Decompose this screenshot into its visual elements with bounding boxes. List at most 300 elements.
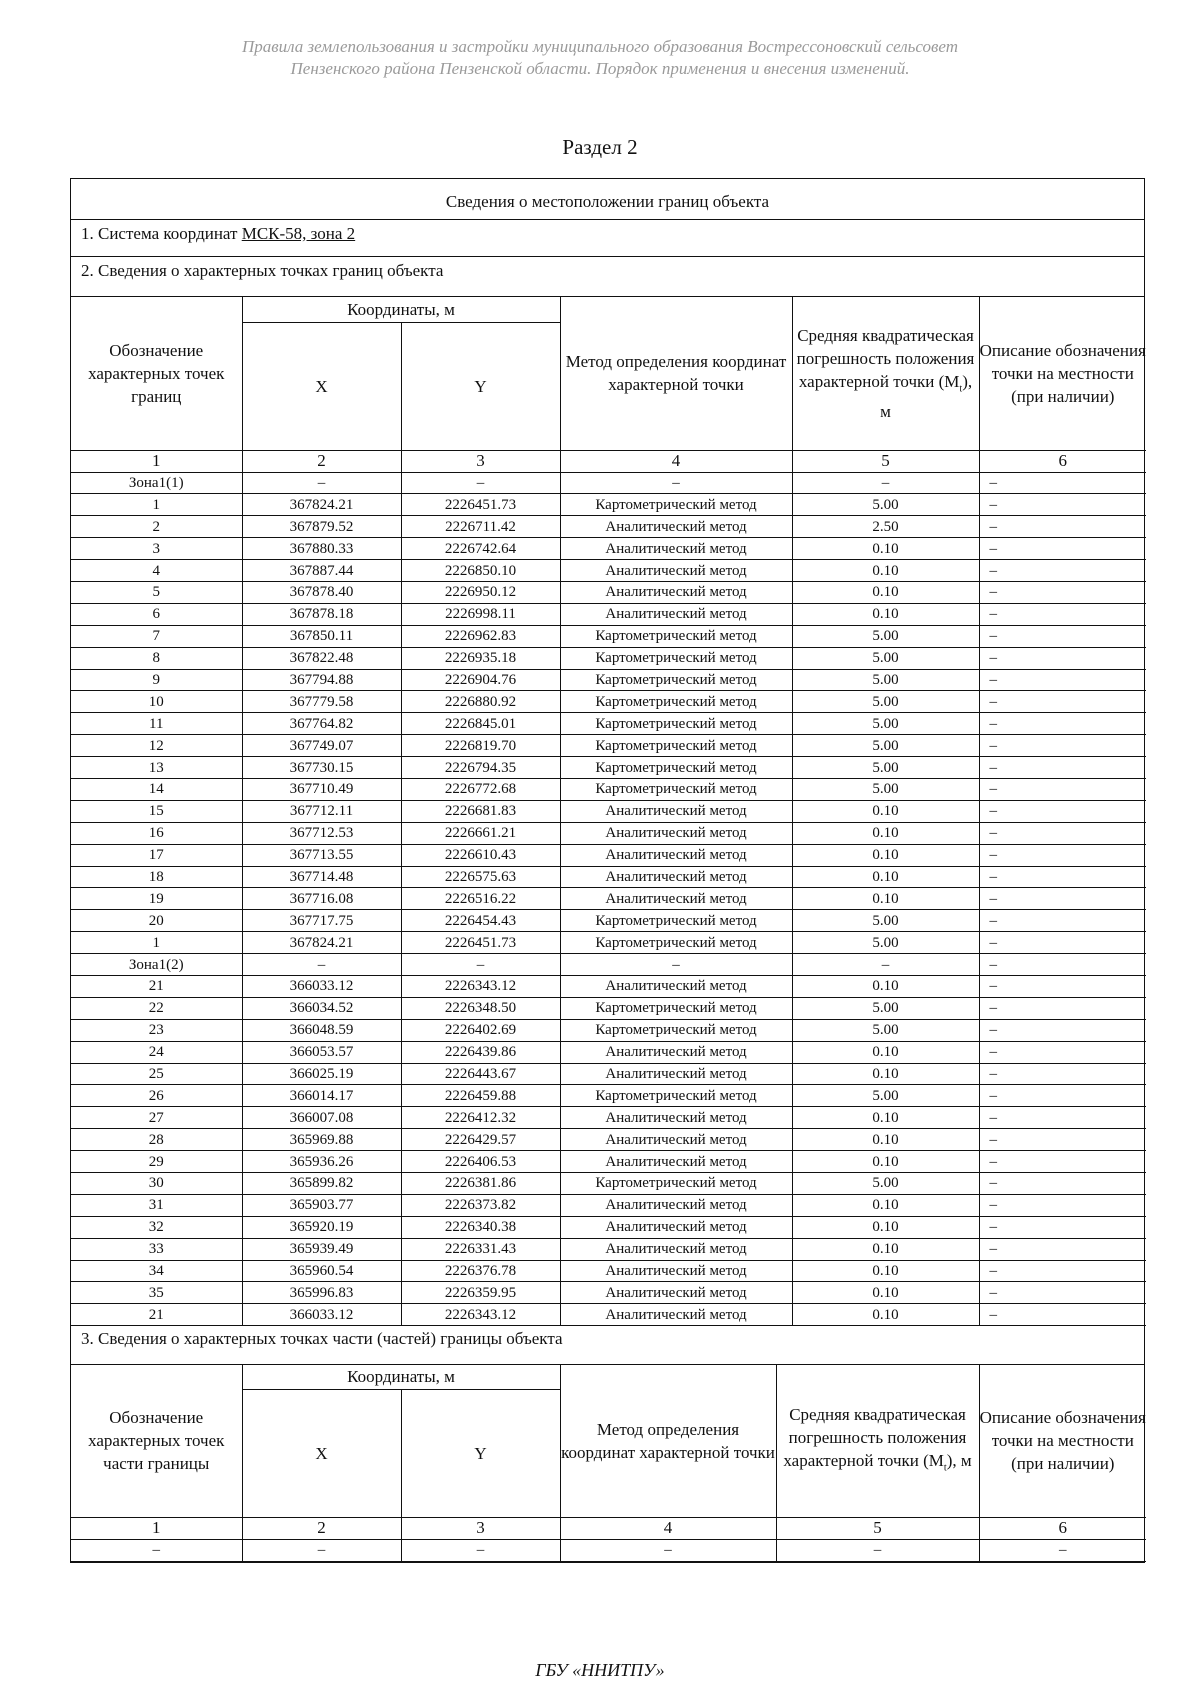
method-cell: Аналитический метод bbox=[560, 1041, 792, 1063]
description-cell: – bbox=[979, 1063, 1146, 1085]
error-cell: – bbox=[776, 1539, 979, 1561]
method-cell: Картометрический метод bbox=[560, 1019, 792, 1041]
x-cell: 365960.54 bbox=[242, 1260, 401, 1282]
description-cell: – bbox=[979, 1282, 1146, 1304]
x-cell: 365936.26 bbox=[242, 1151, 401, 1173]
method-cell: Аналитический метод bbox=[560, 822, 792, 844]
table-row bbox=[71, 844, 1146, 866]
error-cell: 0.10 bbox=[792, 1107, 979, 1129]
x-cell: 366033.12 bbox=[242, 975, 401, 997]
description-cell: – bbox=[979, 647, 1146, 669]
header-point: Обозначение характерных точек границ bbox=[71, 297, 242, 450]
x-cell: 367779.58 bbox=[242, 691, 401, 713]
method-cell: Аналитический метод bbox=[560, 1304, 792, 1326]
table-row bbox=[71, 713, 1146, 735]
error-cell: 0.10 bbox=[792, 1129, 979, 1151]
y-cell: 2226451.73 bbox=[401, 932, 560, 954]
y-cell: 2226962.83 bbox=[401, 625, 560, 647]
description-cell: – bbox=[979, 997, 1146, 1019]
header-description: Описание обозначения точки на местности (при наличии) bbox=[979, 297, 1146, 450]
method-cell: Картометрический метод bbox=[560, 691, 792, 713]
y-cell: 2226998.11 bbox=[401, 603, 560, 625]
point-cell: 21 bbox=[71, 975, 242, 997]
error-cell: 0.10 bbox=[792, 1216, 979, 1238]
error-cell: 0.10 bbox=[792, 1194, 979, 1216]
description-cell: – bbox=[979, 1216, 1146, 1238]
y-cell: 2226850.10 bbox=[401, 560, 560, 582]
description-cell: – bbox=[979, 472, 1146, 494]
x-cell: 367717.75 bbox=[242, 910, 401, 932]
error-cell: 0.10 bbox=[792, 800, 979, 822]
x-cell: 367824.21 bbox=[242, 932, 401, 954]
error-cell: 0.10 bbox=[792, 822, 979, 844]
column-number: 2 bbox=[242, 1517, 401, 1539]
point-cell: 30 bbox=[71, 1173, 242, 1195]
page-footer: ГБУ «ННИТПУ» bbox=[535, 1660, 665, 1680]
table-row bbox=[71, 647, 1146, 669]
x-cell: 366025.19 bbox=[242, 1063, 401, 1085]
point-cell: 14 bbox=[71, 778, 242, 800]
method-cell: Картометрический метод bbox=[560, 778, 792, 800]
header-y: Y bbox=[401, 1389, 560, 1517]
point-cell: 8 bbox=[71, 647, 242, 669]
column-number: 4 bbox=[560, 450, 792, 472]
x-cell: 365903.77 bbox=[242, 1194, 401, 1216]
x-cell: 367878.18 bbox=[242, 603, 401, 625]
table-row bbox=[71, 997, 1146, 1019]
header-coordinates: Координаты, м bbox=[242, 1365, 560, 1389]
table-row bbox=[71, 757, 1146, 779]
table-row bbox=[71, 954, 1146, 976]
y-cell: 2226459.88 bbox=[401, 1085, 560, 1107]
y-cell: 2226343.12 bbox=[401, 1304, 560, 1326]
x-cell: 366014.17 bbox=[242, 1085, 401, 1107]
point-cell: 29 bbox=[71, 1151, 242, 1173]
header-error-text: Средняя квадратическая погрешность положения характерной точки (M bbox=[796, 325, 975, 391]
point-cell: 15 bbox=[71, 800, 242, 822]
description-cell: – bbox=[979, 800, 1146, 822]
x-cell: 365920.19 bbox=[242, 1216, 401, 1238]
y-cell: – bbox=[401, 1539, 560, 1561]
method-cell: Аналитический метод bbox=[560, 1238, 792, 1260]
table-row bbox=[71, 669, 1146, 691]
method-cell: Аналитический метод bbox=[560, 800, 792, 822]
boundary-document bbox=[70, 178, 1145, 1563]
error-cell: 5.00 bbox=[792, 997, 979, 1019]
method-cell: Картометрический метод bbox=[560, 1173, 792, 1195]
error-cell: 0.10 bbox=[792, 1041, 979, 1063]
point-cell: 24 bbox=[71, 1041, 242, 1063]
method-cell: Аналитический метод bbox=[560, 1151, 792, 1173]
table-row bbox=[71, 1019, 1146, 1041]
column-number: 1 bbox=[71, 1517, 242, 1539]
description-cell: – bbox=[979, 954, 1146, 976]
column-number: 3 bbox=[401, 1517, 560, 1539]
method-cell: Аналитический метод bbox=[560, 844, 792, 866]
x-cell: 367764.82 bbox=[242, 713, 401, 735]
header-error-text: Средняя квадратическая погрешность положения характерной точки (M bbox=[783, 1404, 967, 1470]
error-cell: 5.00 bbox=[792, 647, 979, 669]
column-number: 6 bbox=[979, 1517, 1146, 1539]
error-cell: 5.00 bbox=[792, 691, 979, 713]
error-cell: 0.10 bbox=[792, 560, 979, 582]
section-title: Раздел 2 bbox=[562, 135, 638, 159]
description-cell: – bbox=[979, 778, 1146, 800]
x-cell: 367794.88 bbox=[242, 669, 401, 691]
point-cell: 7 bbox=[71, 625, 242, 647]
error-cell: 5.00 bbox=[792, 910, 979, 932]
y-cell: 2226343.12 bbox=[401, 975, 560, 997]
error-cell: 0.10 bbox=[792, 1282, 979, 1304]
y-cell: 2226340.38 bbox=[401, 1216, 560, 1238]
x-cell: 367850.11 bbox=[242, 625, 401, 647]
table-row bbox=[71, 975, 1146, 997]
error-cell: 0.10 bbox=[792, 603, 979, 625]
description-cell: – bbox=[979, 669, 1146, 691]
table-row bbox=[71, 778, 1146, 800]
method-cell: – bbox=[560, 954, 792, 976]
x-cell: 367712.11 bbox=[242, 800, 401, 822]
description-cell: – bbox=[979, 888, 1146, 910]
description-cell: – bbox=[979, 844, 1146, 866]
table-row bbox=[71, 1194, 1146, 1216]
boundary-points-table bbox=[71, 297, 1146, 1326]
table-row bbox=[71, 1173, 1146, 1195]
table-row bbox=[71, 581, 1146, 603]
method-cell: Аналитический метод bbox=[560, 581, 792, 603]
header-point: Обозначение характерных точек части границы bbox=[71, 1365, 242, 1517]
error-cell: – bbox=[792, 954, 979, 976]
error-cell: 5.00 bbox=[792, 713, 979, 735]
method-cell: – bbox=[560, 1539, 776, 1561]
y-cell: 2226454.43 bbox=[401, 910, 560, 932]
method-cell: Картометрический метод bbox=[560, 647, 792, 669]
method-cell: Аналитический метод bbox=[560, 1282, 792, 1304]
method-cell: Картометрический метод bbox=[560, 757, 792, 779]
y-cell: 2226376.78 bbox=[401, 1260, 560, 1282]
header-x: X bbox=[242, 322, 401, 450]
y-cell: 2226794.35 bbox=[401, 757, 560, 779]
error-cell: 0.10 bbox=[792, 1238, 979, 1260]
table-row bbox=[71, 1216, 1146, 1238]
description-cell: – bbox=[979, 581, 1146, 603]
error-cell: 0.10 bbox=[792, 538, 979, 560]
description-cell: – bbox=[979, 516, 1146, 538]
method-cell: Аналитический метод bbox=[560, 888, 792, 910]
method-cell: Аналитический метод bbox=[560, 560, 792, 582]
y-cell: 2226429.57 bbox=[401, 1129, 560, 1151]
description-cell: – bbox=[979, 1539, 1146, 1561]
table-row bbox=[71, 800, 1146, 822]
part-points-table bbox=[71, 1365, 1146, 1561]
error-cell: 0.10 bbox=[792, 866, 979, 888]
point-cell: 3 bbox=[71, 538, 242, 560]
y-cell: 2226331.43 bbox=[401, 1238, 560, 1260]
table-row bbox=[71, 560, 1146, 582]
description-cell: – bbox=[979, 494, 1146, 516]
error-cell: 2.50 bbox=[792, 516, 979, 538]
error-cell: 5.00 bbox=[792, 757, 979, 779]
header-description: Описание обозначения точки на местности (при наличии) bbox=[979, 1365, 1146, 1517]
x-cell: – bbox=[242, 954, 401, 976]
x-cell: 365899.82 bbox=[242, 1173, 401, 1195]
description-cell: – bbox=[979, 1041, 1146, 1063]
y-cell: 2226359.95 bbox=[401, 1282, 560, 1304]
point-cell: 10 bbox=[71, 691, 242, 713]
x-cell: – bbox=[242, 1539, 401, 1561]
method-cell: Картометрический метод bbox=[560, 1085, 792, 1107]
table-row bbox=[71, 1063, 1146, 1085]
column-numbers-row bbox=[71, 1517, 1146, 1539]
column-number: 6 bbox=[979, 450, 1146, 472]
method-cell: Аналитический метод bbox=[560, 1260, 792, 1282]
column-number: 5 bbox=[792, 450, 979, 472]
table-row bbox=[71, 625, 1146, 647]
y-cell: 2226880.92 bbox=[401, 691, 560, 713]
x-cell: 367714.48 bbox=[242, 866, 401, 888]
coord-system-line bbox=[71, 220, 1144, 257]
header-coordinates: Координаты, м bbox=[242, 297, 560, 322]
description-cell: – bbox=[979, 691, 1146, 713]
description-cell: – bbox=[979, 603, 1146, 625]
table-row bbox=[71, 866, 1146, 888]
error-cell: 0.10 bbox=[792, 1260, 979, 1282]
header-x: X bbox=[242, 1389, 401, 1517]
y-cell: 2226381.86 bbox=[401, 1173, 560, 1195]
point-cell: 11 bbox=[71, 713, 242, 735]
page-header bbox=[0, 36, 1200, 80]
point-cell: – bbox=[71, 1539, 242, 1561]
point-cell: 21 bbox=[71, 1304, 242, 1326]
y-cell: 2226904.76 bbox=[401, 669, 560, 691]
point-cell: 1 bbox=[71, 494, 242, 516]
table-row bbox=[71, 472, 1146, 494]
point-cell: 5 bbox=[71, 581, 242, 603]
y-cell: 2226935.18 bbox=[401, 647, 560, 669]
error-cell: 0.10 bbox=[792, 1304, 979, 1326]
x-cell: 367878.40 bbox=[242, 581, 401, 603]
y-cell: 2226681.83 bbox=[401, 800, 560, 822]
description-cell: – bbox=[979, 1085, 1146, 1107]
table-row bbox=[71, 603, 1146, 625]
error-cell: 0.10 bbox=[792, 844, 979, 866]
y-cell: 2226402.69 bbox=[401, 1019, 560, 1041]
method-cell: Аналитический метод bbox=[560, 866, 792, 888]
description-cell: – bbox=[979, 932, 1146, 954]
error-cell: 0.10 bbox=[792, 975, 979, 997]
point-cell: 28 bbox=[71, 1129, 242, 1151]
point-cell: 25 bbox=[71, 1063, 242, 1085]
point-cell: 19 bbox=[71, 888, 242, 910]
description-cell: – bbox=[979, 560, 1146, 582]
x-cell: 367822.48 bbox=[242, 647, 401, 669]
x-cell: 367887.44 bbox=[242, 560, 401, 582]
header-error-end: ), м bbox=[946, 1450, 972, 1470]
x-cell: 365939.49 bbox=[242, 1238, 401, 1260]
coord-system-value: МСК-58, зона 2 bbox=[241, 224, 356, 243]
point-cell: 6 bbox=[71, 603, 242, 625]
description-cell: – bbox=[979, 538, 1146, 560]
error-cell: – bbox=[792, 472, 979, 494]
y-cell: 2226845.01 bbox=[401, 713, 560, 735]
table-row bbox=[71, 1041, 1146, 1063]
y-cell: 2226443.67 bbox=[401, 1063, 560, 1085]
description-cell: – bbox=[979, 1238, 1146, 1260]
table-row bbox=[71, 1260, 1146, 1282]
y-cell: 2226742.64 bbox=[401, 538, 560, 560]
table-row bbox=[71, 1151, 1146, 1173]
error-cell: 0.10 bbox=[792, 581, 979, 603]
description-cell: – bbox=[979, 757, 1146, 779]
header-error bbox=[792, 297, 979, 450]
table-row bbox=[71, 494, 1146, 516]
error-cell: 0.10 bbox=[792, 1151, 979, 1173]
point-cell: 35 bbox=[71, 1282, 242, 1304]
y-cell: 2226348.50 bbox=[401, 997, 560, 1019]
error-cell: 5.00 bbox=[792, 669, 979, 691]
error-cell: 5.00 bbox=[792, 625, 979, 647]
x-cell: – bbox=[242, 472, 401, 494]
table-row bbox=[71, 932, 1146, 954]
point-cell: 26 bbox=[71, 1085, 242, 1107]
table-row bbox=[71, 888, 1146, 910]
header-line-1: Правила землепользования и застройки муниципального образования Вострессоновский сельсовет bbox=[241, 37, 958, 56]
error-cell: 0.10 bbox=[792, 1063, 979, 1085]
description-cell: – bbox=[979, 625, 1146, 647]
description-cell: – bbox=[979, 866, 1146, 888]
error-cell: 0.10 bbox=[792, 888, 979, 910]
y-cell: 2226373.82 bbox=[401, 1194, 560, 1216]
method-cell: Аналитический метод bbox=[560, 1216, 792, 1238]
table-row bbox=[71, 516, 1146, 538]
header-error bbox=[776, 1365, 979, 1517]
x-cell: 366034.52 bbox=[242, 997, 401, 1019]
x-cell: 367712.53 bbox=[242, 822, 401, 844]
point-cell: Зона1(1) bbox=[71, 472, 242, 494]
y-cell: – bbox=[401, 954, 560, 976]
point-cell: 2 bbox=[71, 516, 242, 538]
column-number: 5 bbox=[776, 1517, 979, 1539]
description-cell: – bbox=[979, 1304, 1146, 1326]
point-cell: 9 bbox=[71, 669, 242, 691]
x-cell: 366053.57 bbox=[242, 1041, 401, 1063]
description-cell: – bbox=[979, 1151, 1146, 1173]
y-cell: 2226711.42 bbox=[401, 516, 560, 538]
error-cell: 5.00 bbox=[792, 1019, 979, 1041]
y-cell: 2226516.22 bbox=[401, 888, 560, 910]
y-cell: 2226772.68 bbox=[401, 778, 560, 800]
header-method: Метод определения координат характерной точки bbox=[560, 297, 792, 450]
column-number: 3 bbox=[401, 450, 560, 472]
header-method: Метод определения координат характерной точки bbox=[560, 1365, 776, 1517]
point-cell: 20 bbox=[71, 910, 242, 932]
column-number: 2 bbox=[242, 450, 401, 472]
table-row bbox=[71, 822, 1146, 844]
method-cell: – bbox=[560, 472, 792, 494]
method-cell: Аналитический метод bbox=[560, 603, 792, 625]
x-cell: 367879.52 bbox=[242, 516, 401, 538]
x-cell: 366007.08 bbox=[242, 1107, 401, 1129]
method-cell: Аналитический метод bbox=[560, 1194, 792, 1216]
method-cell: Аналитический метод bbox=[560, 516, 792, 538]
table-row bbox=[71, 538, 1146, 560]
error-cell: 5.00 bbox=[792, 1173, 979, 1195]
point-cell: 27 bbox=[71, 1107, 242, 1129]
point-cell: 32 bbox=[71, 1216, 242, 1238]
y-cell: 2226451.73 bbox=[401, 494, 560, 516]
description-cell: – bbox=[979, 822, 1146, 844]
description-cell: – bbox=[979, 975, 1146, 997]
error-cell: 5.00 bbox=[792, 1085, 979, 1107]
point-cell: 18 bbox=[71, 866, 242, 888]
y-cell: 2226406.53 bbox=[401, 1151, 560, 1173]
x-cell: 367716.08 bbox=[242, 888, 401, 910]
coord-system-label: 1. Система координат bbox=[81, 224, 238, 243]
method-cell: Аналитический метод bbox=[560, 1107, 792, 1129]
error-cell: 5.00 bbox=[792, 735, 979, 757]
description-cell: – bbox=[979, 713, 1146, 735]
table-row bbox=[71, 910, 1146, 932]
column-number: 1 bbox=[71, 450, 242, 472]
table-row bbox=[71, 1107, 1146, 1129]
method-cell: Аналитический метод bbox=[560, 1129, 792, 1151]
point-cell: 17 bbox=[71, 844, 242, 866]
y-cell: 2226610.43 bbox=[401, 844, 560, 866]
description-cell: – bbox=[979, 735, 1146, 757]
point-cell: Зона1(2) bbox=[71, 954, 242, 976]
y-cell: – bbox=[401, 472, 560, 494]
error-cell: 5.00 bbox=[792, 494, 979, 516]
description-cell: – bbox=[979, 1173, 1146, 1195]
description-cell: – bbox=[979, 910, 1146, 932]
part3-title: 3. Сведения о характерных точках части (частей) границы объекта bbox=[71, 1326, 1144, 1365]
description-cell: – bbox=[979, 1260, 1146, 1282]
y-cell: 2226950.12 bbox=[401, 581, 560, 603]
x-cell: 367749.07 bbox=[242, 735, 401, 757]
point-cell: 16 bbox=[71, 822, 242, 844]
header-y: Y bbox=[401, 322, 560, 450]
method-cell: Картометрический метод bbox=[560, 713, 792, 735]
error-cell: 5.00 bbox=[792, 778, 979, 800]
method-cell: Картометрический метод bbox=[560, 735, 792, 757]
x-cell: 367880.33 bbox=[242, 538, 401, 560]
part2-title: 2. Сведения о характерных точках границ объекта bbox=[71, 257, 1144, 297]
x-cell: 365969.88 bbox=[242, 1129, 401, 1151]
x-cell: 367710.49 bbox=[242, 778, 401, 800]
point-cell: 4 bbox=[71, 560, 242, 582]
x-cell: 365996.83 bbox=[242, 1282, 401, 1304]
y-cell: 2226439.86 bbox=[401, 1041, 560, 1063]
column-numbers-row bbox=[71, 450, 1146, 472]
error-cell: 5.00 bbox=[792, 932, 979, 954]
x-cell: 367713.55 bbox=[242, 844, 401, 866]
point-cell: 1 bbox=[71, 932, 242, 954]
description-cell: – bbox=[979, 1194, 1146, 1216]
method-cell: Картометрический метод bbox=[560, 494, 792, 516]
table-row bbox=[71, 1304, 1146, 1326]
point-cell: 31 bbox=[71, 1194, 242, 1216]
y-cell: 2226575.63 bbox=[401, 866, 560, 888]
table-row bbox=[71, 1539, 1146, 1561]
table-row bbox=[71, 691, 1146, 713]
x-cell: 367824.21 bbox=[242, 494, 401, 516]
point-cell: 22 bbox=[71, 997, 242, 1019]
description-cell: – bbox=[979, 1129, 1146, 1151]
method-cell: Аналитический метод bbox=[560, 975, 792, 997]
y-cell: 2226661.21 bbox=[401, 822, 560, 844]
x-cell: 367730.15 bbox=[242, 757, 401, 779]
method-cell: Аналитический метод bbox=[560, 1063, 792, 1085]
